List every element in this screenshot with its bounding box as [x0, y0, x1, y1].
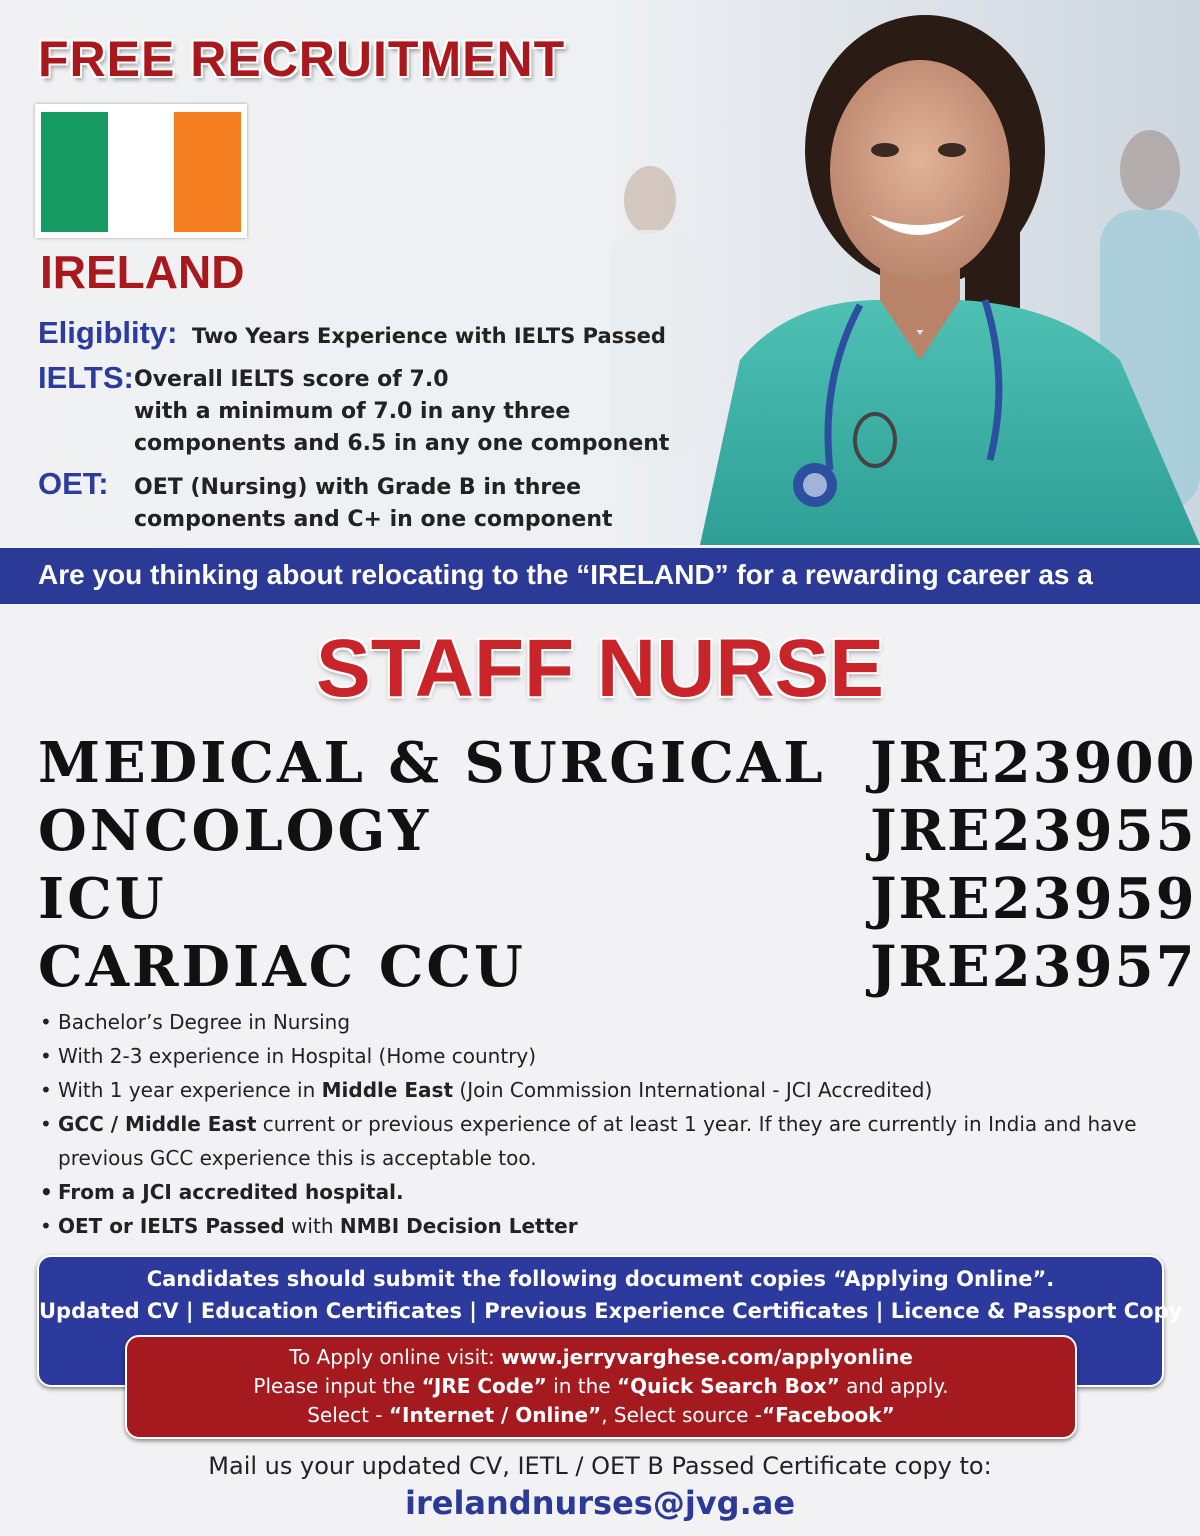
ielts-line-3: components and 6.5 in any one component	[134, 431, 670, 456]
specialty-code: JRE23900	[870, 730, 1197, 796]
list-item: • From a JCI accredited hospital.	[38, 1175, 1168, 1209]
flag-stripes	[41, 112, 241, 232]
country-name: IRELAND	[40, 246, 245, 298]
list-item: • With 1 year experience in Middle East (Join Commission International - JCI Accredited)	[38, 1073, 1168, 1107]
documents-list: Updated CV | Education Certificates | Previous Experience Certificates | Licence & Passport Copy	[39, 1299, 1183, 1323]
documents-intro: Candidates should submit the following document copies “Applying Online”.	[146, 1267, 1055, 1291]
apply-line-3: Select - “Internet / Online”, Select source -“Facebook”	[307, 1403, 895, 1427]
list-item: • With 2-3 experience in Hospital (Home country)	[38, 1039, 1168, 1073]
apply-line-2: Please input the “JRE Code” in the “Quick Search Box” and apply.	[253, 1374, 949, 1398]
oet-line-2: components and C+ in one component	[134, 507, 613, 532]
mail-instruction: Mail us your updated CV, IETL / OET B Passed Certificate copy to:	[208, 1452, 992, 1480]
list-item: • GCC / Middle East current or previous experience of at least 1 year. If they are currently in India and have previous GCC experience this is acceptable too.	[38, 1107, 1168, 1175]
list-item: • OET or IELTS Passed with NMBI Decision Letter	[38, 1209, 1168, 1243]
specialty-code: JRE23957	[870, 934, 1197, 1000]
email-link[interactable]: irelandnurses@jvg.ae	[404, 1484, 796, 1522]
specialty-code: JRE23959	[870, 866, 1197, 932]
oet-label: OET:	[38, 466, 109, 501]
specialty-name: MEDICAL & SURGICAL	[38, 730, 826, 796]
ielts-line-2: with a minimum of 7.0 in any three	[134, 399, 571, 424]
relocation-banner	[0, 548, 1200, 604]
eligibility-text: Two Years Experience with IELTS Passed	[192, 324, 666, 348]
list-item: • Bachelor’s Degree in Nursing	[38, 1005, 1168, 1039]
specialty-code: JRE23955	[870, 798, 1197, 864]
ireland-flag	[35, 104, 247, 238]
apply-line-1: To Apply online visit: www.jerryvarghese.com/applyonline	[289, 1345, 913, 1369]
hero-section	[0, 0, 1200, 545]
eligibility-label: Eligiblity:	[38, 315, 178, 350]
specialty-name: ICU	[38, 866, 167, 932]
ielts-line-1: Overall IELTS score of 7.0	[134, 367, 449, 392]
oet-line-1: OET (Nursing) with Grade B in three	[134, 475, 582, 500]
ielts-label: IELTS:	[38, 360, 134, 395]
apply-box	[125, 1335, 1077, 1439]
banner-text: Are you thinking about relocating to the “IRELAND” for a rewarding career as a	[38, 559, 1093, 590]
headline: FREE RECRUITMENT	[38, 31, 566, 87]
requirements-list	[38, 1005, 1168, 1243]
specialty-name: CARDIAC CCU	[38, 934, 526, 1000]
role-title: STAFF NURSE	[316, 623, 884, 714]
specialty-name: ONCOLOGY	[38, 798, 432, 864]
apply-url-link[interactable]: www.jerryvarghese.com/applyonline	[501, 1345, 913, 1369]
